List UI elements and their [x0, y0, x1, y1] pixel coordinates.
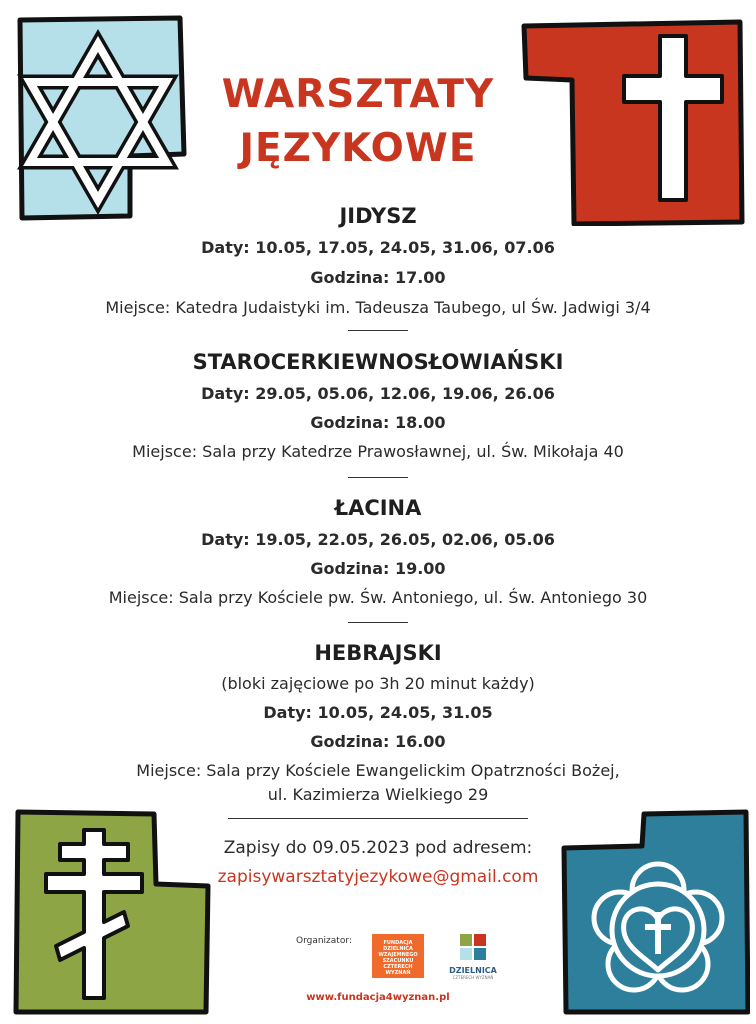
- section-jidysz-title: JIDYSZ: [339, 204, 417, 228]
- section-latin-time: Godzina: 19.00: [310, 559, 446, 578]
- section-hebrew-place: Miejsce: Sala przy Kościele Ewangelickim Opatrzności Bożej,: [136, 761, 620, 780]
- section-latin-place: Miejsce: Sala przy Kościele pw. Św. Antoniego, ul. Św. Antoniego 30: [108, 588, 648, 607]
- page-title-line-1: WARSZTATY: [221, 72, 495, 117]
- page-title-line-2: JĘZYKOWE: [239, 126, 477, 171]
- dzielnica-logo-text: DZIELNICA: [449, 966, 497, 975]
- section-latin-title: ŁACINA: [334, 496, 422, 520]
- section-hebrew-time: Godzina: 16.00: [310, 732, 446, 751]
- section-old-church-slavonic-dates: Daty: 29.05, 05.06, 12.06, 19.06, 26.06: [201, 384, 555, 403]
- section-jidysz-place: Miejsce: Katedra Judaistyki im. Tadeusza Taubego, ul Św. Jadwigi 3/4: [105, 298, 651, 317]
- dzielnica-logo: [448, 934, 498, 982]
- divider: [348, 330, 408, 331]
- signup-text: Zapisy do 09.05.2023 pod adresem:: [223, 838, 533, 858]
- divider: [348, 477, 408, 478]
- section-jidysz-dates: Daty: 10.05, 17.05, 24.05, 31.06, 07.06: [201, 238, 555, 257]
- section-hebrew-dates: Daty: 10.05, 24.05, 31.05: [263, 703, 493, 722]
- divider: [348, 622, 408, 623]
- organizer-label: Organizator:: [296, 936, 352, 946]
- section-hebrew-title: HEBRAJSKI: [314, 641, 442, 665]
- latin-cross-tile: [520, 18, 746, 226]
- star-of-david-tile: [12, 14, 190, 222]
- divider: [228, 818, 528, 819]
- dzielnica-logo-icon: [460, 934, 486, 960]
- foundation-logo: [372, 934, 424, 978]
- dzielnica-logo-subtext: CZTERECH WYZNAŃ: [452, 975, 494, 980]
- section-jidysz-time: Godzina: 17.00: [310, 268, 446, 287]
- website-link[interactable]: www.fundacja4wyznan.pl: [306, 992, 450, 1003]
- section-old-church-slavonic-time: Godzina: 18.00: [310, 413, 446, 432]
- section-old-church-slavonic-place: Miejsce: Sala przy Katedrze Prawosławnej, ul. Św. Mikołaja 40: [132, 442, 624, 461]
- signup-email-link[interactable]: zapisywarsztatyjezykowe@gmail.com: [217, 867, 539, 887]
- foundation-logo-text: FUNDACJA DZIELNICA WZAJEMNEGO SZACUNKU CZTERECH WYZNAŃ: [378, 940, 418, 976]
- section-old-church-slavonic-title: STAROCERKIEWNOSŁOWIAŃSKI: [192, 350, 564, 374]
- section-hebrew-note: (bloki zajęciowe po 3h 20 minut każdy): [221, 674, 535, 693]
- section-latin-dates: Daty: 19.05, 22.05, 26.05, 02.06, 05.06: [201, 530, 555, 549]
- section-hebrew-place-line-2: ul. Kazimierza Wielkiego 29: [267, 785, 489, 804]
